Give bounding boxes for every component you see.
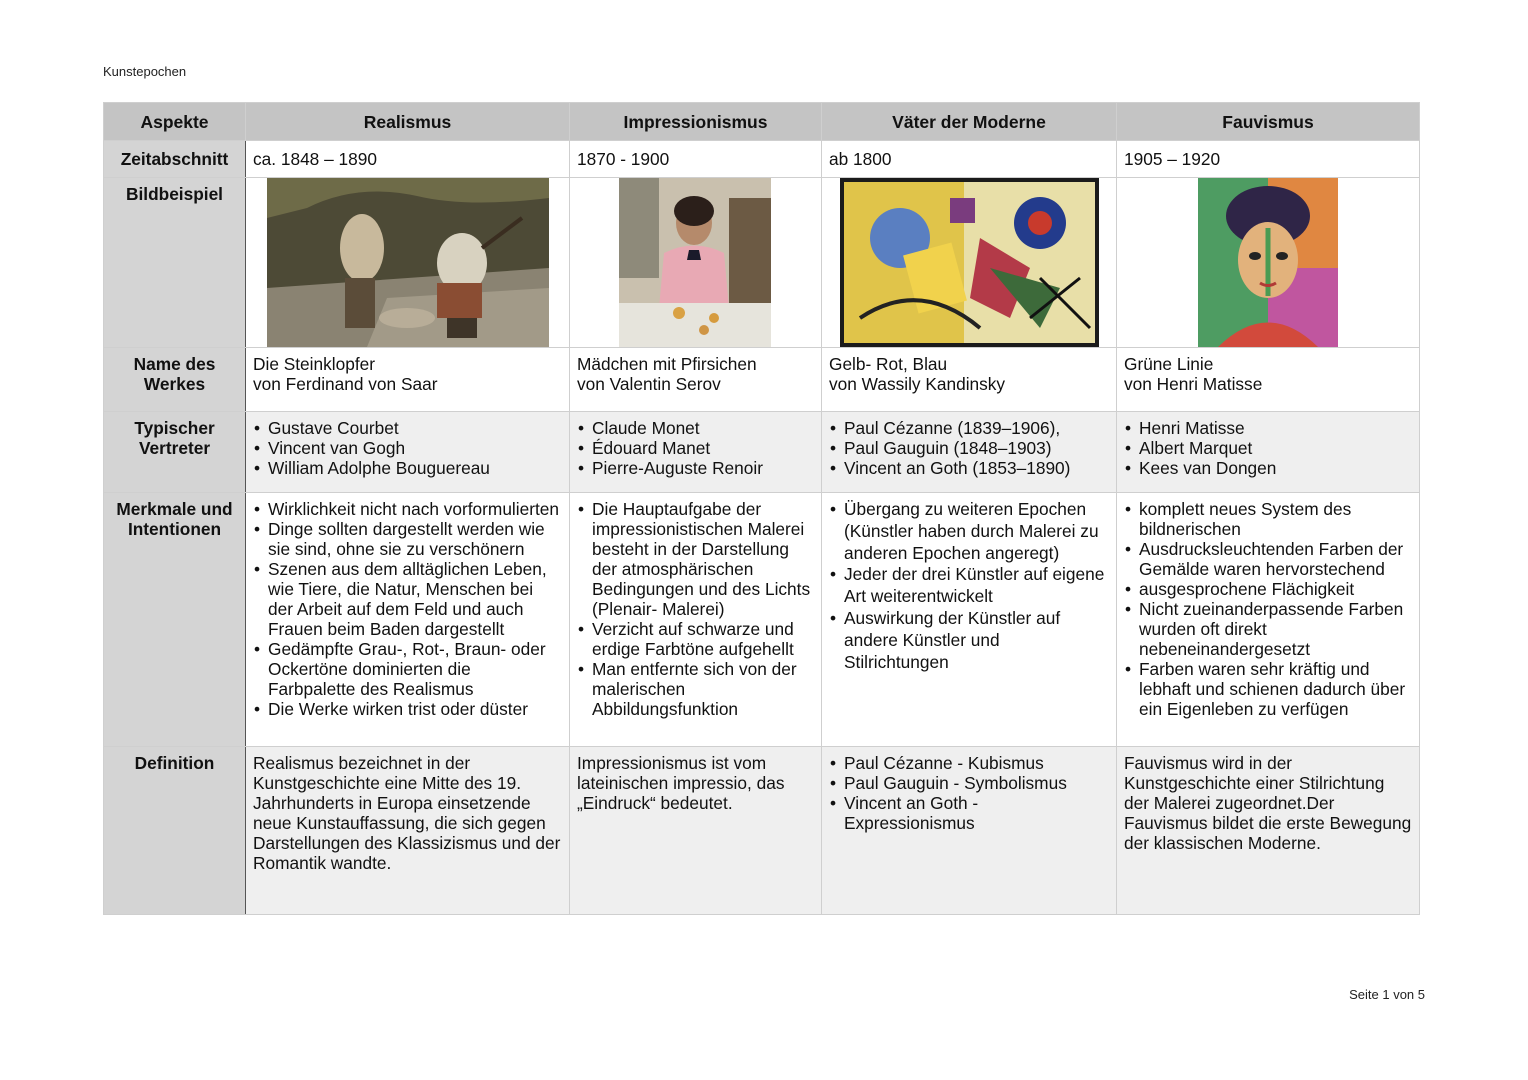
list-item: • Vincent van Gogh	[253, 438, 562, 458]
definition-impressionismus: Impressionismus ist vom lateinischen impressio, das „Eindruck“ bedeutet.	[570, 747, 822, 915]
merkmale-realismus	[246, 493, 570, 747]
list-item: • komplett neues System des bildnerischen	[1124, 499, 1412, 539]
list-item: • Übergang zu weiteren Epochen (Künstler haben durch Malerei zu anderen Epochen angeregt)	[829, 499, 1109, 564]
row-label-vertreter: Typischer Vertreter	[104, 412, 246, 493]
list-item: • ausgesprochene Flächigkeit	[1124, 579, 1412, 599]
list-item: • Édouard Manet	[577, 438, 814, 458]
list-item: • Albert Marquet	[1124, 438, 1412, 458]
painting-maedchen-mit-pfirsichen-image	[619, 178, 771, 347]
row-label-definition: Definition	[104, 747, 246, 915]
list-item: • Nicht zueinanderpassende Farben wurden oft direkt nebeneinandergesetzt	[1124, 599, 1412, 659]
vertreter-impressionismus	[570, 412, 822, 493]
zeitabschnitt-fauvismus: 1905 – 1920	[1117, 141, 1420, 178]
list-item: • Kees van Dongen	[1124, 458, 1412, 478]
header-row	[104, 103, 1420, 141]
image-cell-moderne	[822, 178, 1117, 348]
work-artist: von Ferdinand von Saar	[253, 374, 438, 394]
definition-moderne	[822, 747, 1117, 915]
work-title: Die Steinklopfer	[253, 354, 375, 374]
page-number: Seite 1 von 5	[1349, 987, 1425, 1002]
row-merkmale	[104, 493, 1420, 747]
header-moderne: Väter der Moderne	[822, 103, 1117, 141]
list-item: • Paul Gauguin (1848–1903)	[829, 438, 1109, 458]
header-aspects: Aspekte	[104, 103, 246, 141]
name-realismus	[246, 348, 570, 412]
row-label-merkmale: Merkmale und Intentionen	[104, 493, 246, 747]
merkmale-fauvismus	[1117, 493, 1420, 747]
list-item: • Henri Matisse	[1124, 418, 1412, 438]
list-item: • Wirklichkeit nicht nach vorformulierten	[253, 499, 562, 519]
list-item: • Pierre-Auguste Renoir	[577, 458, 814, 478]
list-item: • Vincent an Goth (1853–1890)	[829, 458, 1109, 478]
image-cell-fauvismus	[1117, 178, 1420, 348]
row-name	[104, 348, 1420, 412]
zeitabschnitt-moderne: ab 1800	[822, 141, 1117, 178]
list-item: • Paul Cézanne - Kubismus	[829, 753, 1109, 773]
header-realismus: Realismus	[246, 103, 570, 141]
list-item: • Paul Cézanne (1839–1906),	[829, 418, 1109, 438]
list-item: • Dinge sollten dargestellt werden wie sie sind, ohne sie zu verschönern	[253, 519, 562, 559]
row-label-name: Name des Werkes	[104, 348, 246, 412]
list-item: • Gustave Courbet	[253, 418, 562, 438]
zeitabschnitt-impressionismus: 1870 - 1900	[570, 141, 822, 178]
name-fauvismus	[1117, 348, 1420, 412]
merkmale-impressionismus	[570, 493, 822, 747]
list-item: • Szenen aus dem alltäglichen Leben, wie Tiere, die Natur, Menschen bei der Arbeit auf dem Feld und auch Frauen beim Baden dargestellt	[253, 559, 562, 639]
image-cell-realismus	[246, 178, 570, 348]
list-item: • Man entfernte sich von der malerischen Abbildungsfunktion	[577, 659, 814, 719]
painting-steinklopfer-image	[267, 178, 549, 347]
art-epochs-table	[103, 102, 1420, 915]
row-label-zeitabschnitt: Zeitabschnitt	[104, 141, 246, 178]
list-item: • Vincent an Goth - Expressionismus	[829, 793, 1109, 833]
list-item: • Die Werke wirken trist oder düster	[253, 699, 562, 719]
list-item: • Die Hauptaufgabe der impressionistischen Malerei besteht in der Darstellung der atmosphärischen Bedingungen und des Lichts (Plenair- Malerei)	[577, 499, 814, 619]
definition-fauvismus: Fauvismus wird in der Kunstgeschichte einer Stilrichtung der Malerei zugeordnet.Der Fauvismus bildet die erste Bewegung der klassischen Moderne.	[1117, 747, 1420, 915]
row-label-bildbeispiel: Bildbeispiel	[104, 178, 246, 348]
name-moderne	[822, 348, 1117, 412]
zeitabschnitt-realismus: ca. 1848 – 1890	[246, 141, 570, 178]
list-item: • Claude Monet	[577, 418, 814, 438]
list-item: • Farben waren sehr kräftig und lebhaft und schienen dadurch über ein Eigenleben zu verfügen	[1124, 659, 1412, 719]
painting-gruene-linie-image	[1198, 178, 1338, 347]
list-item: • Paul Gauguin - Symbolismus	[829, 773, 1109, 793]
list-item: • Gedämpfte Grau-, Rot-, Braun- oder Ockertöne dominierten die Farbpalette des Realismus	[253, 639, 562, 699]
vertreter-realismus	[246, 412, 570, 493]
name-impressionismus	[570, 348, 822, 412]
list-item: • Verzicht auf schwarze und erdige Farbtöne aufgehellt	[577, 619, 814, 659]
merkmale-moderne	[822, 493, 1117, 747]
header-impressionismus: Impressionismus	[570, 103, 822, 141]
row-bildbeispiel	[104, 178, 1420, 348]
definition-realismus: Realismus bezeichnet in der Kunstgeschichte eine Mitte des 19. Jahrhunderts in Europa einsetzende neue Kunstauffassung, die sich gegen Darstellungen des Klassizismus und der Romantik wandte.	[246, 747, 570, 915]
painting-gelb-rot-blau-image	[840, 178, 1099, 347]
list-item: • Ausdrucksleuchtenden Farben der Gemälde waren hervorstechend	[1124, 539, 1412, 579]
work-title: Grüne Linie	[1124, 354, 1214, 374]
header-fauvismus: Fauvismus	[1117, 103, 1420, 141]
list-item: • Auswirkung der Künstler auf andere Künstler und Stilrichtungen	[829, 608, 1109, 673]
list-item: • Jeder der drei Künstler auf eigene Art weiterentwickelt	[829, 564, 1109, 608]
vertreter-moderne	[822, 412, 1117, 493]
work-artist: von Henri Matisse	[1124, 374, 1263, 394]
vertreter-fauvismus	[1117, 412, 1420, 493]
work-artist: von Wassily Kandinsky	[829, 374, 1006, 394]
row-definition	[104, 747, 1420, 915]
row-zeitabschnitt	[104, 141, 1420, 178]
row-vertreter	[104, 412, 1420, 493]
work-artist: von Valentin Serov	[577, 374, 721, 394]
work-title: Gelb- Rot, Blau	[829, 354, 948, 374]
list-item: • William Adolphe Bouguereau	[253, 458, 562, 478]
document-title: Kunstepochen	[103, 64, 187, 79]
work-title: Mädchen mit Pfirsichen	[577, 354, 757, 374]
image-cell-impressionismus	[570, 178, 822, 348]
